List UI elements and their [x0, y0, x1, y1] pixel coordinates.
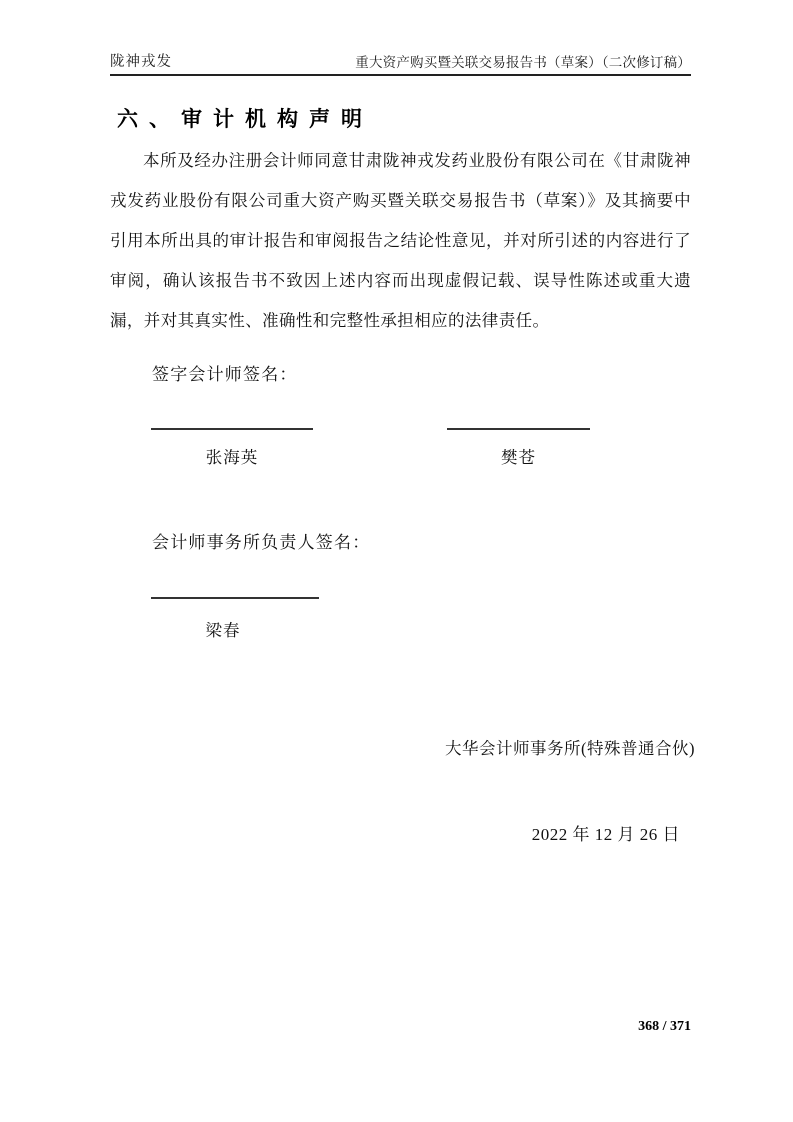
signature-name: 樊苍	[501, 448, 536, 467]
principal-label: 会计师事务所负责人签名：	[152, 533, 371, 552]
signature-block-principal	[151, 597, 319, 641]
signature-block-accountant-1	[151, 428, 313, 468]
signature-line	[151, 428, 313, 430]
accounting-firm-name: 大华会计师事务所(特殊普通合伙)	[445, 739, 695, 758]
signature-date: 2022 年 12 月 26 日	[531, 825, 680, 844]
signature-line	[447, 428, 590, 430]
signature-name: 梁春	[205, 621, 241, 640]
section-heading: 六、审计机构声明	[117, 108, 373, 131]
signature-line	[151, 597, 319, 599]
header-report-title: 重大资产购买暨关联交易报告书（草案）（二次修订稿）	[355, 55, 691, 70]
page-header	[110, 50, 691, 76]
page-number: 368 / 371	[638, 1019, 691, 1034]
header-company-short-name: 陇神戎发	[110, 54, 172, 70]
signer-label: 签字会计师签名：	[152, 365, 298, 384]
signature-block-accountant-2	[447, 428, 590, 468]
signature-name: 张海英	[205, 448, 259, 467]
declaration-paragraph: 本所及经办注册会计师同意甘肃陇神戎发药业股份有限公司在《甘肃陇神戎发药业股份有限公司重大资产购买暨关联交易报告书（草案）》及其摘要中引用本所出具的审计报告和审阅报告之结论性意见，并对所引述的内容进行了审阅，确认该报告书不致因上述内容而出现虚假记载、误导性陈述或重大遗漏，并对其真实性、准确性和完整性承担相应的法律责任。	[110, 151, 691, 330]
